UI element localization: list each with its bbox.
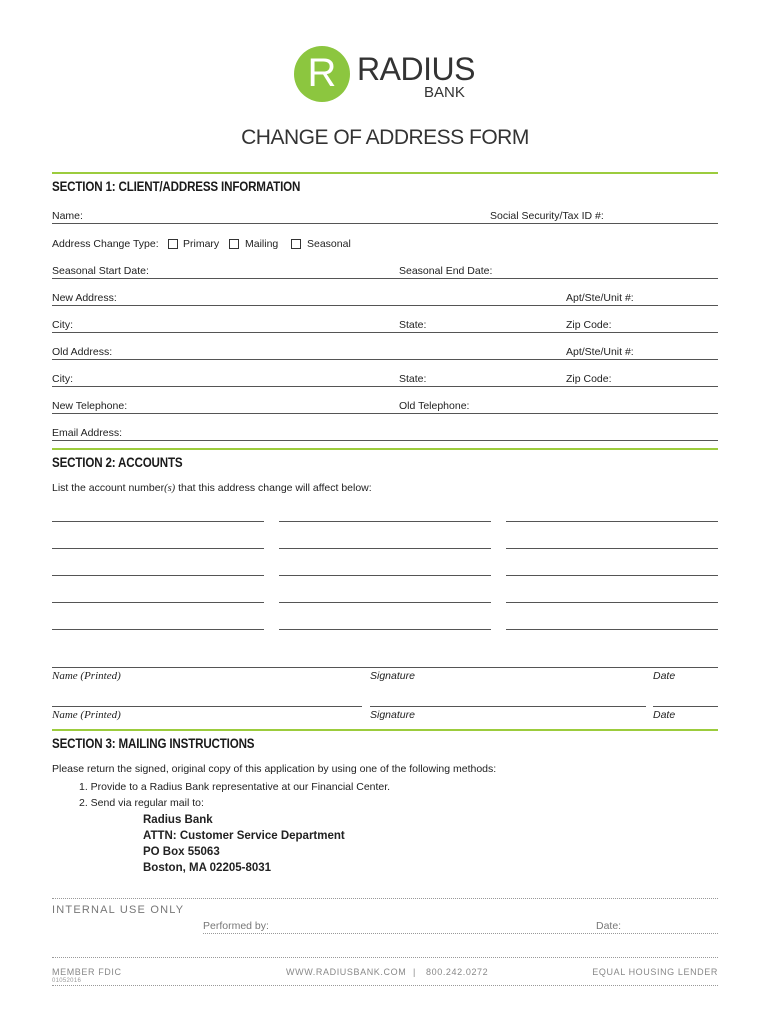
account-line[interactable] bbox=[52, 521, 264, 522]
sig2-signature-label: Signature bbox=[370, 709, 415, 721]
account-line[interactable] bbox=[52, 629, 264, 630]
old-phone-label: Old Telephone: bbox=[399, 400, 470, 412]
zip1-label: Zip Code: bbox=[566, 319, 612, 331]
seasonal-label: Seasonal bbox=[307, 238, 351, 250]
phone-line[interactable] bbox=[52, 413, 718, 414]
city2-line[interactable] bbox=[52, 386, 718, 387]
account-line[interactable] bbox=[506, 575, 718, 576]
seasonal-start-label: Seasonal Start Date: bbox=[52, 265, 149, 277]
signature-line[interactable] bbox=[52, 667, 718, 668]
state2-label: State: bbox=[399, 373, 427, 385]
account-line[interactable] bbox=[506, 548, 718, 549]
mail-address-line2: ATTN: Customer Service Department bbox=[143, 830, 345, 842]
logo-name: RADIUS bbox=[357, 51, 475, 87]
instruction-pre: List the account number bbox=[52, 482, 165, 494]
form-code: 01052016 bbox=[52, 978, 82, 984]
seasonal-checkbox[interactable] bbox=[291, 239, 301, 249]
account-line[interactable] bbox=[279, 602, 491, 603]
city2-label: City: bbox=[52, 373, 73, 385]
signature-date-line[interactable] bbox=[653, 706, 718, 707]
name-line[interactable] bbox=[52, 223, 718, 224]
bank-logo bbox=[294, 46, 476, 106]
account-line[interactable] bbox=[279, 575, 491, 576]
section2-heading: SECTION 2: ACCOUNTS bbox=[52, 455, 183, 470]
mailing-intro: Please return the signed, original copy of this application by using one of the following methods: bbox=[52, 763, 497, 775]
mail-address-line1: Radius Bank bbox=[143, 814, 213, 826]
mail-address-line4: Boston, MA 02205-8031 bbox=[143, 862, 272, 874]
section1-heading: SECTION 1: CLIENT/ADDRESS INFORMATION bbox=[52, 179, 301, 194]
old-address-line[interactable] bbox=[52, 359, 718, 360]
equal-housing-lender: EQUAL HOUSING LENDER bbox=[592, 967, 718, 977]
section-divider bbox=[52, 729, 718, 731]
section-divider bbox=[52, 172, 718, 174]
primary-label: Primary bbox=[183, 238, 220, 250]
internal-divider bbox=[52, 898, 718, 899]
address-change-type-label: Address Change Type: bbox=[52, 238, 159, 250]
new-phone-label: New Telephone: bbox=[52, 400, 128, 412]
sig2-name-label: Name (Printed) bbox=[52, 709, 121, 721]
seasonal-end-label: Seasonal End Date: bbox=[399, 265, 493, 277]
form-title: CHANGE OF ADDRESS FORM bbox=[241, 126, 529, 149]
city1-label: City: bbox=[52, 319, 73, 331]
account-line[interactable] bbox=[506, 629, 718, 630]
mailing-step1: 1. Provide to a Radius Bank representative at our Financial Center. bbox=[79, 781, 391, 793]
seasonal-line[interactable] bbox=[52, 278, 718, 279]
account-line[interactable] bbox=[279, 629, 491, 630]
name-label: Name: bbox=[52, 210, 83, 222]
section3-heading: SECTION 3: MAILING INSTRUCTIONS bbox=[52, 736, 255, 751]
member-fdic: MEMBER FDIC bbox=[52, 967, 122, 977]
zip2-label: Zip Code: bbox=[566, 373, 612, 385]
internal-date-label: Date: bbox=[596, 920, 622, 932]
state1-label: State: bbox=[399, 319, 427, 331]
sig1-date-label: Date bbox=[653, 670, 676, 682]
signature-name-line[interactable] bbox=[52, 706, 362, 707]
account-line[interactable] bbox=[506, 521, 718, 522]
account-line[interactable] bbox=[52, 548, 264, 549]
accounts-instruction bbox=[52, 482, 372, 494]
footer-separator: | bbox=[413, 967, 416, 977]
old-address-label: Old Address: bbox=[52, 346, 113, 358]
new-address-label: New Address: bbox=[52, 292, 117, 304]
performed-by-label: Performed by: bbox=[203, 920, 269, 932]
city1-line[interactable] bbox=[52, 332, 718, 333]
ssn-label: Social Security/Tax ID #: bbox=[490, 210, 604, 222]
email-line[interactable] bbox=[52, 440, 718, 441]
apt2-label: Apt/Ste/Unit #: bbox=[566, 346, 634, 358]
mailing-checkbox[interactable] bbox=[229, 239, 239, 249]
primary-checkbox[interactable] bbox=[168, 239, 178, 249]
sig1-name-label: Name (Printed) bbox=[52, 670, 121, 682]
account-line[interactable] bbox=[279, 521, 491, 522]
instruction-s: (s) bbox=[164, 483, 176, 494]
new-address-line[interactable] bbox=[52, 305, 718, 306]
footer-bottom-line bbox=[52, 985, 718, 986]
email-label: Email Address: bbox=[52, 427, 123, 439]
footer-website: WWW.RADIUSBANK.COM bbox=[286, 967, 407, 977]
sig1-signature-label: Signature bbox=[370, 670, 415, 682]
apt1-label: Apt/Ste/Unit #: bbox=[566, 292, 634, 304]
account-line[interactable] bbox=[279, 548, 491, 549]
mail-address-line3: PO Box 55063 bbox=[143, 846, 220, 858]
mailing-label: Mailing bbox=[245, 238, 279, 250]
footer-divider bbox=[52, 957, 718, 958]
logo-sub: BANK bbox=[424, 84, 465, 101]
internal-heading: INTERNAL USE ONLY bbox=[52, 904, 185, 916]
instruction-post: that this address change will affect below: bbox=[175, 482, 372, 494]
mailing-step2: 2. Send via regular mail to: bbox=[79, 797, 204, 809]
section-divider bbox=[52, 448, 718, 450]
account-line[interactable] bbox=[506, 602, 718, 603]
account-line[interactable] bbox=[52, 602, 264, 603]
performed-by-line[interactable] bbox=[203, 933, 718, 934]
footer-phone: 800.242.0272 bbox=[426, 967, 489, 977]
logo-letter: R bbox=[307, 51, 337, 95]
signature-line[interactable] bbox=[370, 706, 646, 707]
sig2-date-label: Date bbox=[653, 709, 676, 721]
account-line[interactable] bbox=[52, 575, 264, 576]
